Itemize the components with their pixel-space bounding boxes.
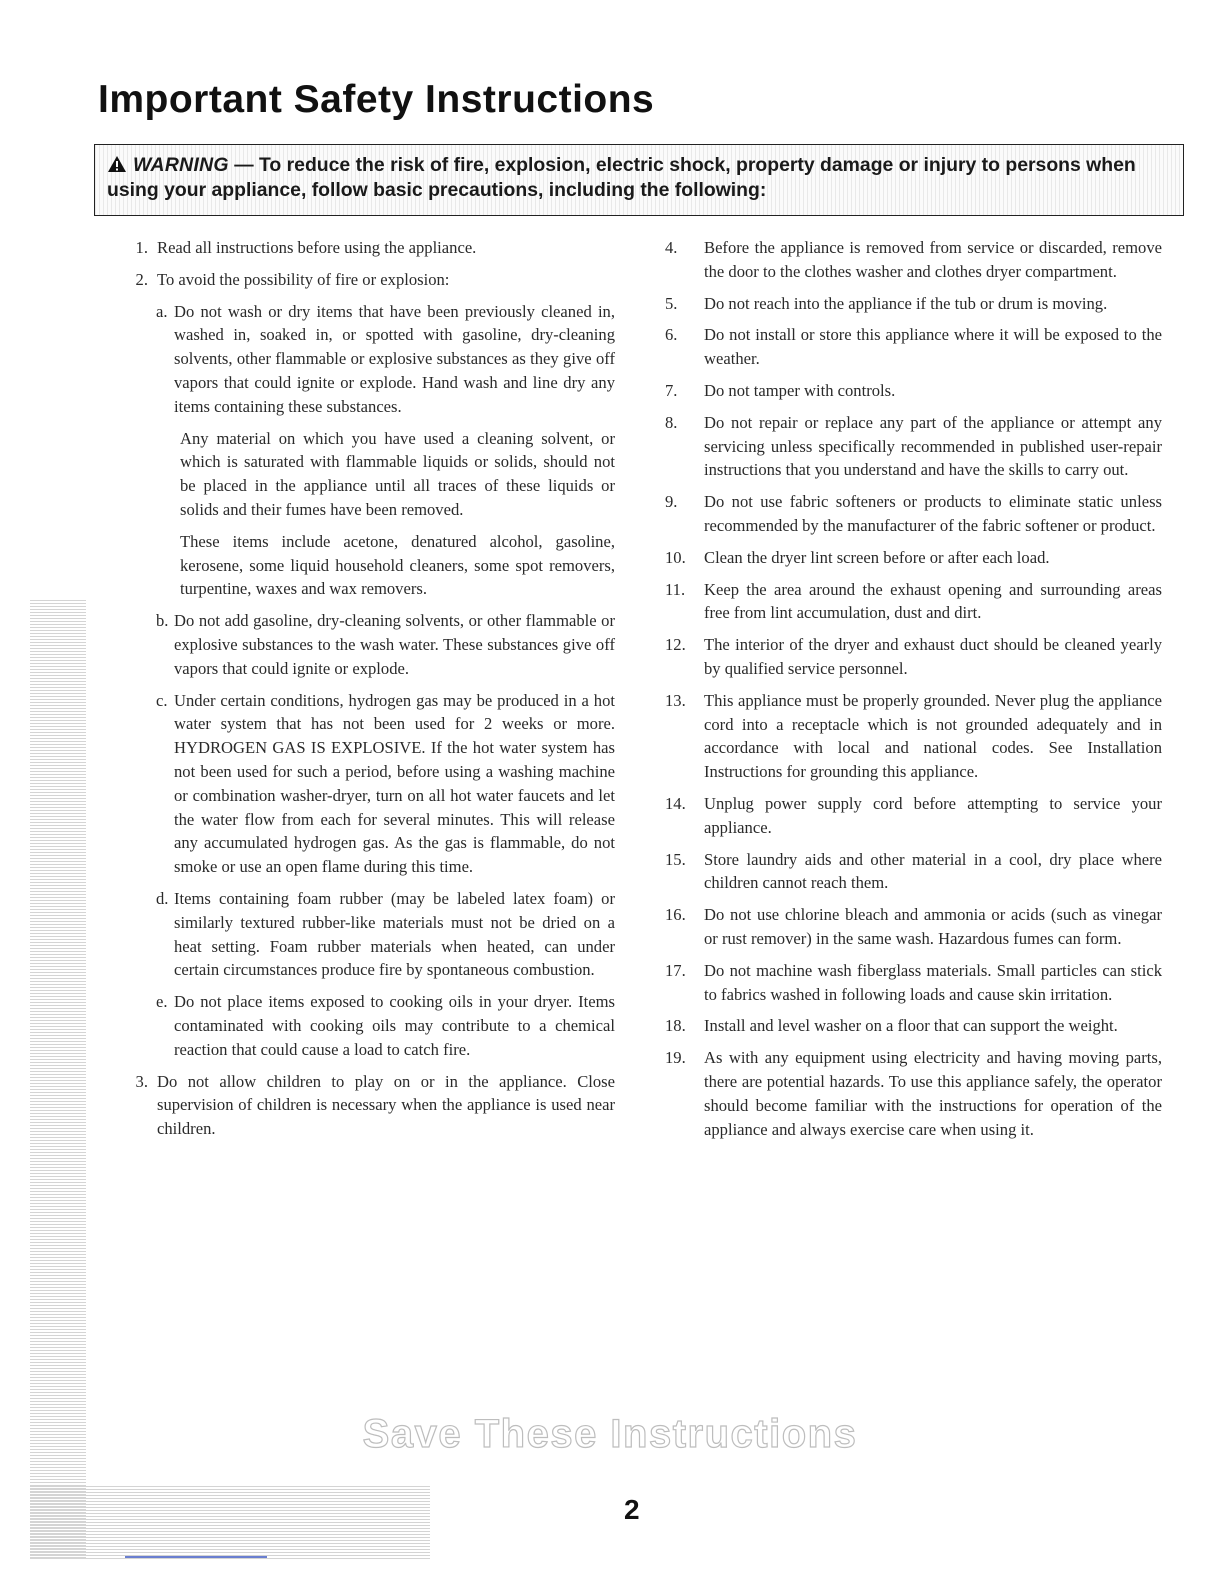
paragraph: Any material on which you have used a cleaning solvent, or which is saturated with flammable liquids or solids, should not be placed in the appliance until all traces of these liquids or solids and their fumes have been removed. [180,428,615,519]
item-number: 15. [665,849,686,869]
item-number: 11. [665,579,686,599]
sub-item-text: Do not place items exposed to cooking oils in your dryer. Items contaminated with cooking oils may contribute to a chemical reaction that could cause a load to catch fire. [174,992,615,1059]
list-item [665,792,1162,840]
item-text: Before the appliance is removed from service or discarded, remove the door to the clothes washer and clothes dryer compartment. [704,238,1162,281]
list-item [665,490,1162,538]
sub-item [118,609,615,680]
item-text: Do not allow children to play on or in the appliance. Close supervision of children is necessary when the appliance is used near children. [157,1071,615,1139]
warning-box [94,144,1184,216]
save-instructions-banner: Save These Instructions [362,1412,858,1456]
right-column [665,236,1162,1149]
item-number: 8. [665,412,678,432]
item-number: 17. [665,960,686,980]
item-text: This appliance must be properly grounded. Never plug the appliance cord into a receptacle which is not grounded adequately and in accordance with local and national codes. See Installation Instructions for grounding this appliance. [704,690,1162,782]
list-item [665,292,1162,316]
list-item [118,268,615,292]
item-number: 13. [665,690,686,710]
page-title: Important Safety Instructions [98,78,655,121]
sub-item-text: Do not wash or dry items that have been previously cleaned in, washed in, soaked in, or spotted with gasoline, dry-cleaning solvents, other flammable or explosive substances as they give off vapors that could ignite or explode. Hand wash and line dry any items containing these substances. [174,301,615,416]
item-text: To avoid the possibility of fire or explosion: [157,269,450,289]
item-text: Do not tamper with controls. [704,380,896,400]
item-number: 12. [665,635,686,655]
list-item [665,236,1162,284]
item-number: 5. [665,293,678,313]
list-item [665,546,1162,570]
sub-item-letter: a. [156,301,168,321]
paragraph: These items include acetone, denatured alcohol, gasoline, kerosene, some liquid household cleaners, some spot removers, turpentine, waxes and wax removers. [180,531,615,599]
warning-message: — To reduce the risk of fire, explosion, electric shock, property damage or injury to persons when using your appliance, follow basic precautions, including the following: [107,154,1136,201]
sub-item-letter: e. [156,992,168,1012]
item-text: As with any equipment using electricity and having moving parts, there are potential hazards. To use this appliance safely, the operator should become familiar with the instructions for operation of the appliance and always exercise care when using it. [704,1048,1162,1139]
scan-bottom-stripe [30,1486,430,1560]
list-item [665,578,1162,626]
list-item [665,903,1162,951]
item-number: 19. [665,1048,686,1068]
sub-item-letter: d. [156,888,169,908]
item-number: 3. [135,1071,148,1091]
item-text: Clean the dryer lint screen before or after each load. [704,547,1050,567]
item-text: Store laundry aids and other material in a cool, dry place where children cannot reach them. [704,849,1162,893]
list-item [665,689,1162,784]
item-text: Do not repair or replace any part of the appliance or attempt any servicing unless specifically recommended in published user-repair instructions that you understand and have the skills to carry out. [704,412,1162,480]
sub-item-letter: b. [156,611,169,631]
list-item [665,959,1162,1007]
list-item [118,1070,615,1141]
item-number: 9. [665,492,678,512]
item-number: 1. [135,238,148,257]
list-item [665,411,1162,482]
list-item [118,236,615,260]
left-column [118,236,615,1149]
item-number: 6. [665,325,678,345]
item-text: Do not use chlorine bleach and ammonia or acids (such as vinegar or rust remover) in the same wash. Hazardous fumes can form. [704,905,1162,948]
page-number: 2 [624,1494,640,1525]
sub-item [118,990,615,1061]
item-text: The interior of the dryer and exhaust duct should be cleaned yearly by qualified service personnel. [704,635,1162,678]
item-number: 2. [135,269,148,289]
item-number: 4. [665,238,678,257]
list-item [665,323,1162,371]
list-item [665,1014,1162,1038]
sub-item [118,887,615,982]
item-number: 18. [665,1016,686,1036]
scan-edge-stripe [30,600,86,1560]
item-number: 7. [665,380,678,400]
footer-rule [125,1556,267,1558]
item-text: Do not reach into the appliance if the tub or drum is moving. [704,293,1108,313]
item-number: 14. [665,793,686,813]
sub-item-text: Items containing foam rubber (may be labeled latex foam) or similarly textured rubber-like materials must not be dried on a heat setting. Foam rubber materials when heated, can under certain circumstances produce fire by spontaneous combustion. [174,888,615,980]
item-text: Do not install or store this appliance where it will be exposed to the weather. [704,325,1162,369]
item-number: 10. [665,547,686,567]
sub-item-text: Do not add gasoline, dry-cleaning solvents, or other flammable or explosive substances to the wash water. These substances give off vapors that could ignite or explode. [174,611,615,678]
warning-text [107,153,1173,203]
sub-item [118,300,615,419]
item-text: Read all instructions before using the appliance. [157,238,477,257]
warning-label: WARNING [133,154,229,176]
item-text: Keep the area around the exhaust opening and surrounding areas free from lint accumulation, dust and dirt. [704,579,1162,623]
sub-item [118,689,615,879]
item-text: Do not use fabric softeners or products to eliminate static unless recommended by the manufacturer of the fabric softener or product. [704,492,1162,535]
list-item [665,848,1162,896]
list-item [665,1046,1162,1141]
item-text: Do not machine wash fiberglass materials. Small particles can stick to fabrics washed in following loads and cause skin irritation. [704,960,1162,1004]
sub-item-text: Under certain conditions, hydrogen gas may be produced in a hot water system that has not been used for 2 weeks or more. HYDROGEN GAS IS EXPLOSIVE. If the hot water system has not been used for such a period, before using a washing machine or combination washer-dryer, turn on all hot water faucets and let the water flow from each for several minutes. This will release any accumulated hydrogen gas. As the gas is flammable, do not smoke or use an open flame during this time. [174,690,615,877]
list-item [665,633,1162,681]
warning-triangle-icon [107,155,127,173]
list-item [665,379,1162,403]
item-number: 16. [665,905,686,925]
item-text: Unplug power supply cord before attempting to service your appliance. [704,793,1162,837]
item-text: Install and level washer on a floor that can support the weight. [704,1016,1118,1036]
sub-item-letter: c. [156,690,168,710]
